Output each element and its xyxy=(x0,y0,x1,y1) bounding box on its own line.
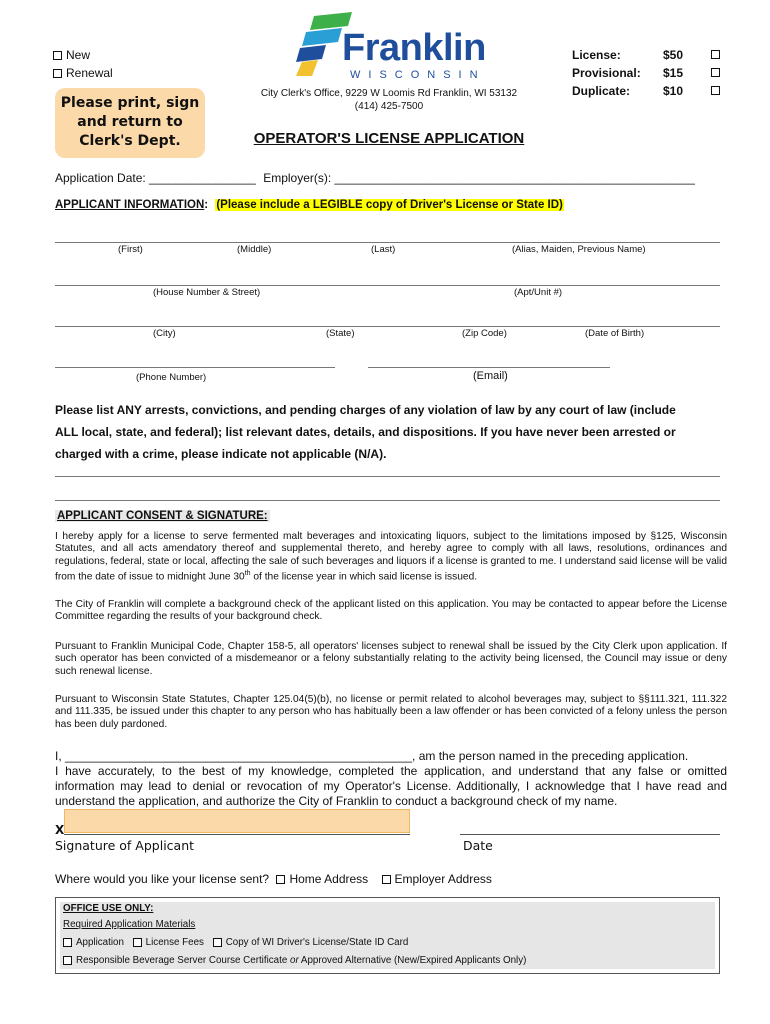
license-fee-checkbox[interactable] xyxy=(711,50,720,59)
email-caption: (Email) xyxy=(473,370,508,382)
office-use-panel xyxy=(60,902,715,969)
arrests-answer-line[interactable] xyxy=(55,500,720,501)
signature-line xyxy=(64,834,410,835)
course-certificate-checkbox[interactable] xyxy=(63,956,72,965)
arrests-instructions: Please list ANY arrests, convictions, and pending charges of any violation of law by any court of law (include ALL local, state, and federal); list relevant dates, details, and dispositions. If you have never been arrested or charged with a crime, please indicate not applicable (N/A). xyxy=(55,403,676,461)
email-field-line[interactable] xyxy=(368,367,610,368)
zip-caption: (Zip Code) xyxy=(462,328,507,339)
fee-row: License: $50 xyxy=(572,46,722,64)
consent-paragraph-4: Pursuant to Wisconsin State Statutes, Chapter 125.04(5)(b), no license or permit related to alcohol beverages may, subject to §§111.321, 111.322 and 111.335, be issued under this chapter to any person who has habitually been a law offender or has been convicted of a felony unless the person has been duly pardoned. xyxy=(55,694,727,730)
first-name-caption: (First) xyxy=(118,244,143,255)
attestation-statement: I, ____________________________________________________, am the person named in the preceding application. I have accurately, to the best of my knowledge, completed the application, and understand that any false or omitted information may lead to denial or revocation of my Operator's License. Additionally, I acknowledge that I have read and understand the application, and authorize the City of Franklin to conduct a background check of my name. xyxy=(55,749,727,808)
delivery-question: Where would you like your license sent? Home Address Employer Address xyxy=(55,872,492,886)
address-field-line[interactable] xyxy=(55,285,720,286)
city-state-zip-line[interactable] xyxy=(55,326,720,327)
fee-table xyxy=(572,46,722,100)
apt-caption: (Apt/Unit #) xyxy=(514,287,563,298)
phone-field-line[interactable] xyxy=(55,367,335,368)
name-field-line[interactable] xyxy=(55,242,720,243)
id-copy-checkbox[interactable] xyxy=(213,938,222,947)
employer-address-checkbox[interactable] xyxy=(382,875,391,884)
provisional-fee-checkbox[interactable] xyxy=(711,68,720,77)
signature-field[interactable] xyxy=(64,809,410,833)
required-materials-row-1: Application License Fees Copy of WI Driver's License/State ID Card xyxy=(63,934,715,952)
logo-wordmark: Franklin xyxy=(342,27,486,69)
application-checkbox[interactable] xyxy=(63,938,72,947)
license-fees-checkbox[interactable] xyxy=(133,938,142,947)
office-use-heading: OFFICE USE ONLY: xyxy=(63,903,154,914)
consent-paragraph-2: The City of Franklin will complete a background check of the applicant listed on this application. You may be contacted to appear before the License Committee regarding the results of your background check. xyxy=(55,599,727,623)
consent-paragraph-3: Pursuant to Franklin Municipal Code, Chapter 158-5, all operators' licenses subject to renewal shall be issued by the City Clerk upon application. If such operator has been convicted of a misdemeanor or a felony substantially relating to the activity being licensed, the Council may issue or deny such renewal license. xyxy=(55,641,727,677)
date-line[interactable] xyxy=(460,834,720,835)
required-materials-row-2: Responsible Beverage Server Course Certificate or Approved Alternative (New/Expired Applicants Only) xyxy=(63,952,715,970)
consent-header: APPLICANT CONSENT & SIGNATURE: xyxy=(57,510,268,522)
date-label: Date xyxy=(463,838,493,853)
required-materials-label: Required Application Materials xyxy=(63,919,196,930)
city-caption: (City) xyxy=(153,328,176,339)
license-type-options xyxy=(53,46,113,82)
renewal-option[interactable]: Renewal xyxy=(53,64,113,82)
alias-caption: (Alias, Maiden, Previous Name) xyxy=(512,244,646,255)
new-option[interactable]: New xyxy=(53,46,113,64)
fee-row: Duplicate: $10 xyxy=(572,82,722,100)
employer-field[interactable]: Employer(s): ______________________________________________________ xyxy=(263,171,695,185)
logo-subtitle: WISCONSIN xyxy=(350,69,486,81)
page-title: OPERATOR'S LICENSE APPLICATION xyxy=(253,130,525,147)
new-checkbox[interactable] xyxy=(53,51,62,60)
dob-caption: (Date of Birth) xyxy=(585,328,645,339)
phone-caption: (Phone Number) xyxy=(136,372,207,383)
clerk-address: City Clerk's Office, 9229 W Loomis Rd Franklin, WI 53132 (414) 425-7500 xyxy=(260,88,518,112)
renewal-checkbox[interactable] xyxy=(53,69,62,78)
office-use-box xyxy=(55,897,720,974)
franklin-logo xyxy=(292,12,492,82)
application-date-field[interactable]: Application Date: ________________ xyxy=(55,171,256,185)
home-address-option[interactable]: Home Address xyxy=(276,872,368,886)
fee-row: Provisional: $15 xyxy=(572,64,722,82)
last-name-caption: (Last) xyxy=(371,244,396,255)
signature-label: Signature of Applicant xyxy=(55,838,195,853)
home-address-checkbox[interactable] xyxy=(276,875,285,884)
state-caption: (State) xyxy=(326,328,355,339)
application-date-employer-line[interactable] xyxy=(55,171,695,185)
return-notice: Please print, sign and return to Clerk's Dept. xyxy=(55,88,205,158)
duplicate-fee-checkbox[interactable] xyxy=(711,86,720,95)
signature-x-mark: X xyxy=(55,823,65,837)
employer-address-option[interactable]: Employer Address xyxy=(382,872,492,886)
applicant-name-line[interactable]: I, ____________________________________________________, am the person named in the preceding application. xyxy=(55,749,689,763)
id-copy-note: (Please include a LEGIBLE copy of Driver's License or State ID) xyxy=(216,199,563,211)
applicant-info-header: APPLICANT INFORMATION: (Please include a LEGIBLE copy of Driver's License or State ID) xyxy=(55,199,563,211)
consent-paragraph-1: I hereby apply for a license to serve fermented malt beverages and intoxicating liquors, subject to the limitations imposed by §125, Wisconsin Statutes, and all acts amendatory thereof and supplemental thereto, and hereby agree to comply with all laws, resolutions, ordinances and regulations, federal, state or local, affecting the sale of such beverages and liquors if a license is granted to me. I understand said license will be valid from the date of issue to midnight June 30th of the license year in which said license is issued. xyxy=(55,531,727,583)
street-caption: (House Number & Street) xyxy=(153,287,261,298)
middle-name-caption: (Middle) xyxy=(237,244,272,255)
arrests-answer-line[interactable] xyxy=(55,476,720,477)
